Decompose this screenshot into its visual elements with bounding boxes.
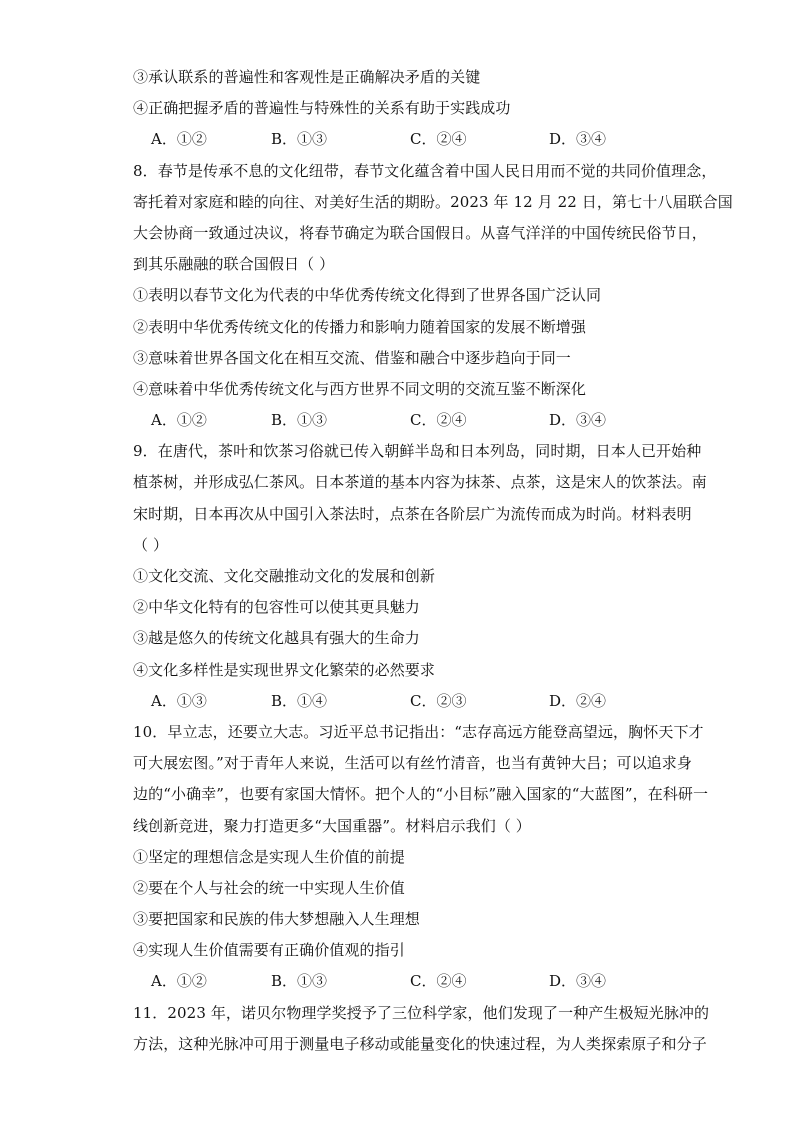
question-9 (133, 436, 707, 717)
q7-choice-a: A．①② (151, 130, 207, 149)
q7-choice-c: C．②④ (410, 130, 467, 149)
q10-choice-c: C．②④ (410, 972, 467, 991)
q7-option-4: ④正确把握矛盾的普遍性与特殊性的关系有助于实践成功 (133, 99, 511, 118)
q11-stem-line: 11．2023 年，诺贝尔物理学奖授予了三位科学家，他们发现了一种产生极短光脉冲的 (133, 1003, 710, 1022)
q10-stem-line: 可大展宏图。”对于青年人来说，生活可以有丝竹清音，也当有黄钟大吕；可以追求身 (133, 754, 692, 773)
q10-option-3: ③要把国家和民族的伟大梦想融入人生理想 (133, 910, 420, 929)
q8-option-4: ④意味着中华优秀传统文化与西方世界不同文明的交流互鉴不断深化 (133, 379, 587, 398)
q8-stem-line: 8．春节是传承不息的文化纽带，春节文化蕴含着中国人民日用而不觉的共同价值理念， (133, 161, 717, 180)
q9-option-3: ③越是悠久的传统文化越具有强大的生命力 (133, 629, 420, 648)
exam-page (133, 62, 733, 1060)
q8-choice-d: D．③④ (549, 411, 607, 430)
q8-option-3: ③意味着世界各国文化在相互交流、借鉴和融合中逐步趋向于同一 (133, 348, 571, 367)
q10-choice-d: D．③④ (549, 972, 607, 991)
q10-stem-line: 10．早立志，还要立大志。习近平总书记指出：“志存高远方能登高望远，胸怀天下才 (133, 722, 704, 741)
q8-choices (133, 405, 673, 436)
q8-choice-a: A．①② (151, 411, 207, 430)
q9-choice-d: D．②④ (549, 691, 607, 710)
question-8 (133, 156, 733, 437)
q9-choices (133, 686, 673, 717)
question-10 (133, 717, 709, 998)
q8-stem-line: 大会协商一致通过决议，将春节确定为联合国假日。从喜气洋洋的中国传统民俗节日， (133, 223, 707, 242)
q9-stem-line: 宋时期，日本再次从中国引入茶法时，点茶在各阶层广为流传而成为时尚。材料表明 (133, 504, 692, 523)
q9-choice-b: B．①④ (271, 691, 328, 710)
q7-choice-b: B．①③ (271, 130, 328, 149)
q7-option-3: ③承认联系的普遍性和客观性是正确解决矛盾的关键 (133, 68, 481, 86)
q9-stem-line: 9．在唐代，茶叶和饮茶习俗就已传入朝鲜半岛和日本列岛，同时期，日本人已开始种 (133, 442, 702, 461)
q9-option-4: ④文化多样性是实现世界文化繁荣的必然要求 (133, 660, 436, 679)
q10-stem-line: 边的“小确幸”，也要有家国大情怀。把个人的“小目标”融入国家的“大蓝图”，在科研一 (133, 785, 709, 804)
q10-choice-b: B．①③ (271, 972, 328, 991)
q10-choice-a: A．①② (151, 972, 207, 991)
q8-stem-line: 到其乐融融的联合国假日（ ） (133, 255, 335, 274)
q8-stem-line: 寄托着对家庭和睦的向往、对美好生活的期盼。2023 年 12 月 22 日，第七十八届联合国 (133, 192, 733, 211)
question-7-tail (133, 62, 673, 156)
q8-choice-c: C．②④ (410, 411, 467, 430)
q10-stem-line: 线创新竞进，聚力打造更多“大国重器”。材料启示我们（ ） (133, 816, 531, 835)
q11-stem-line: 方法，这种光脉冲可用于测量电子移动或能量变化的快速过程，为人类探索原子和分子 (133, 1034, 707, 1053)
q9-choice-c: C．②③ (410, 691, 467, 710)
q10-option-2: ②要在个人与社会的统一中实现人生价值 (133, 878, 405, 897)
q7-choices (133, 124, 673, 155)
q9-choice-a: A．①③ (151, 691, 207, 710)
q9-stem-line: （ ） (133, 535, 169, 554)
q9-option-1: ①文化交流、文化交融推动文化的发展和创新 (133, 567, 436, 585)
q9-stem-line: 植茶树，并形成弘仁茶风。日本茶道的基本内容为抹茶、点茶，这是宋人的饮茶法。南 (133, 473, 707, 492)
q7-choice-d: D．③④ (549, 130, 607, 149)
q10-option-4: ④实现人生价值需要有正确价值观的指引 (133, 941, 405, 960)
question-11 (133, 998, 710, 1060)
q9-option-2: ②中华文化特有的包容性可以使其更具魅力 (133, 598, 420, 617)
q8-choice-b: B．①③ (271, 411, 328, 430)
q8-option-1: ①表明以春节文化为代表的中华优秀传统文化得到了世界各国广泛认同 (133, 286, 602, 305)
q8-option-2: ②表明中华优秀传统文化的传播力和影响力随着国家的发展不断增强 (133, 317, 587, 336)
q10-option-1: ①坚定的理想信念是实现人生价值的前提 (133, 847, 405, 866)
q10-choices (133, 966, 673, 997)
